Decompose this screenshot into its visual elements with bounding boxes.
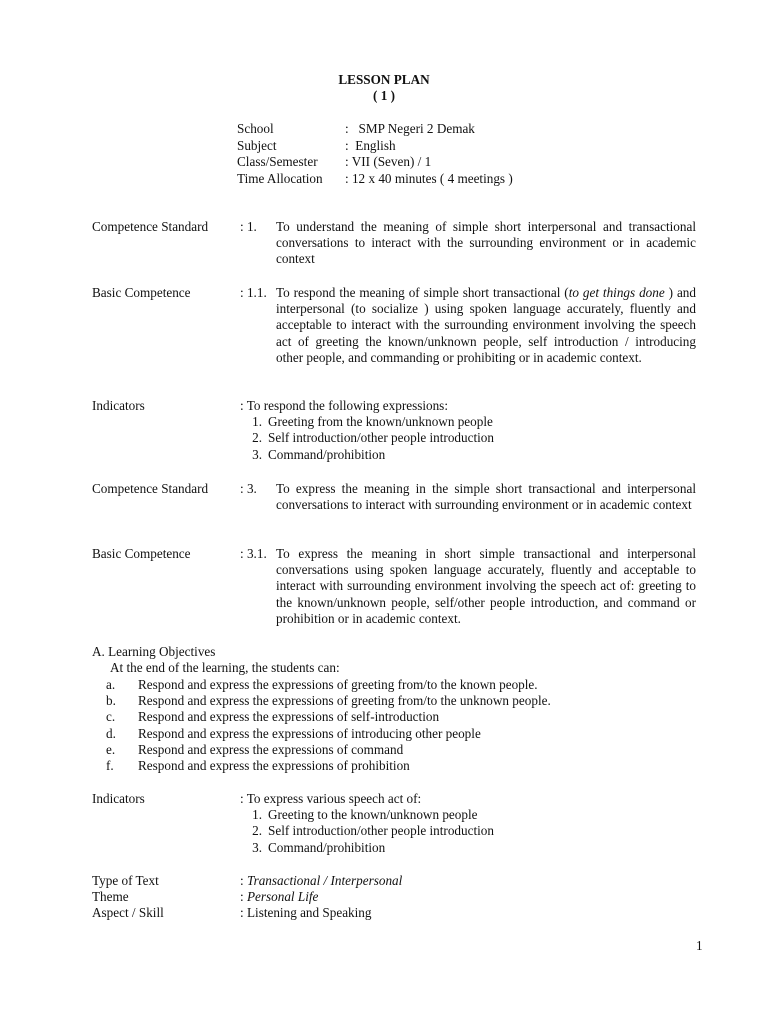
section-label: Basic Competence [92, 546, 191, 561]
lesson-number: ( 1 ) [373, 88, 395, 103]
objectives-list [92, 677, 692, 774]
item-text: Respond and express the expressions of self-introduction [138, 709, 440, 725]
list-item [240, 807, 698, 823]
meta-label: Theme [92, 889, 129, 905]
info-row-time [237, 171, 513, 188]
info-label: Subject [237, 137, 277, 153]
section-intro: : To respond the following expressions: [240, 398, 448, 413]
italic-phrase: to get things done [568, 285, 665, 300]
item-letter: e. [106, 741, 116, 757]
indicators-1 [92, 398, 698, 463]
competence-standard-1 [92, 219, 698, 268]
section-text: To understand the meaning of simple short interpersonal and transactional conversations to interact with the surrounding environment or in academic context [276, 219, 696, 267]
section-label: Basic Competence [92, 285, 191, 300]
item-number: 3. [252, 839, 262, 855]
item-number: 2. [252, 430, 262, 446]
section-text [276, 285, 696, 366]
info-row-school [237, 121, 513, 138]
item-letter: c. [106, 709, 116, 725]
info-row-subject [237, 138, 513, 155]
basic-competence-3 [92, 546, 698, 627]
item-text: Self introduction/other people introduction [268, 430, 494, 446]
document-title: LESSON PLAN [338, 72, 430, 87]
list-item [240, 430, 698, 446]
section-label: Indicators [92, 791, 145, 806]
meta-value: Listening and Speaking [246, 905, 372, 921]
item-text: Respond and express the expressions of greeting from/to the unknown people. [138, 693, 551, 709]
list-item [240, 447, 698, 463]
list-item [92, 742, 692, 758]
list-item [92, 758, 692, 774]
item-letter: d. [106, 725, 116, 741]
meta-label: Aspect / Skill [92, 905, 164, 921]
list-item [240, 414, 698, 430]
text-part: ) and interpersonal (to socialize ) using spoken language accurately, fluently and acceptable to interact with the surrounding environment involving the speech act of greeting the known/unknown people, self introduction / introducing other people, and commanding or prohibiting or in academic context. [276, 285, 696, 365]
section-label: Indicators [92, 398, 145, 413]
item-letter: f. [106, 757, 114, 773]
item-text: Command/prohibition [268, 446, 386, 462]
info-value: : 12 x 40 minutes ( 4 meetings ) [345, 170, 513, 186]
info-label: School [237, 121, 274, 136]
item-number: 2. [252, 823, 262, 839]
item-text: Greeting from the known/unknown people [268, 414, 493, 430]
item-text: Greeting to the known/unknown people [268, 807, 478, 823]
item-number: 3. [252, 446, 262, 462]
meta-row-skill [92, 905, 698, 921]
objectives-intro: At the end of the learning, the students can: [110, 660, 340, 675]
info-value: : SMP Negeri 2 Demak [345, 121, 475, 136]
meta-value: Transactional / Interpersonal [246, 873, 403, 888]
item-number: 1. [252, 807, 262, 823]
meta-table [92, 873, 698, 922]
section-intro: : To express various speech act of: [240, 791, 422, 806]
item-letter: a. [106, 677, 116, 692]
meta-colon: : [240, 889, 247, 905]
section-label: Competence Standard [92, 481, 209, 496]
info-label: Time Allocation [237, 170, 323, 186]
info-label: Class/Semester [237, 154, 318, 170]
list-item [92, 726, 692, 742]
item-letter: b. [106, 693, 116, 709]
item-text: Self introduction/other people introduction [268, 823, 494, 839]
meta-row-type [92, 873, 698, 889]
section-text: To express the meaning in the simple short transactional and interpersonal conversations to interact with surrounding environment or in academic context [276, 481, 696, 513]
section-label: Competence Standard [92, 219, 209, 234]
section-number: : 1.1. [240, 285, 267, 300]
item-text: Respond and express the expressions of greeting from/to the known people. [138, 677, 538, 692]
page-number: 1 [696, 938, 703, 953]
list-item [240, 823, 698, 839]
meta-label: Type of Text [92, 873, 159, 888]
meta-value: Personal Life [246, 889, 319, 905]
section-number: : 1. [240, 219, 257, 234]
objectives-title: A. Learning Objectives [92, 644, 216, 659]
basic-competence-1 [92, 285, 698, 366]
item-text: Respond and express the expressions of prohibition [138, 757, 410, 773]
info-row-class [237, 154, 513, 171]
info-table [237, 121, 513, 187]
meta-colon: : [240, 905, 247, 921]
item-number: 1. [252, 414, 262, 430]
meta-colon: : [240, 873, 247, 888]
indicators-2 [92, 791, 698, 856]
list-item [92, 677, 692, 693]
list-item [92, 709, 692, 725]
section-number: : 3.1. [240, 546, 267, 561]
section-text: To express the meaning in short simple transactional and interpersonal conversations using spoken language accurately, fluently and acceptable to interact with surrounding environment involving the speech act of: greeting to the known/unknown people, self/other people introduction, and command or prohibition or in academic context. [276, 546, 696, 626]
info-value: : VII (Seven) / 1 [345, 154, 432, 170]
item-text: Respond and express the expressions of introducing other people [138, 725, 481, 741]
item-text: Command/prohibition [268, 839, 386, 855]
list-item [92, 693, 692, 709]
meta-row-theme [92, 889, 698, 905]
indicator-list [240, 807, 698, 856]
item-text: Respond and express the expressions of command [138, 741, 404, 757]
indicator-list [240, 414, 698, 463]
competence-standard-3 [92, 481, 698, 513]
list-item [240, 840, 698, 856]
section-number: : 3. [240, 481, 257, 496]
text-part: To respond the meaning of simple short transactional ( [276, 285, 569, 300]
info-value: : English [345, 137, 396, 153]
